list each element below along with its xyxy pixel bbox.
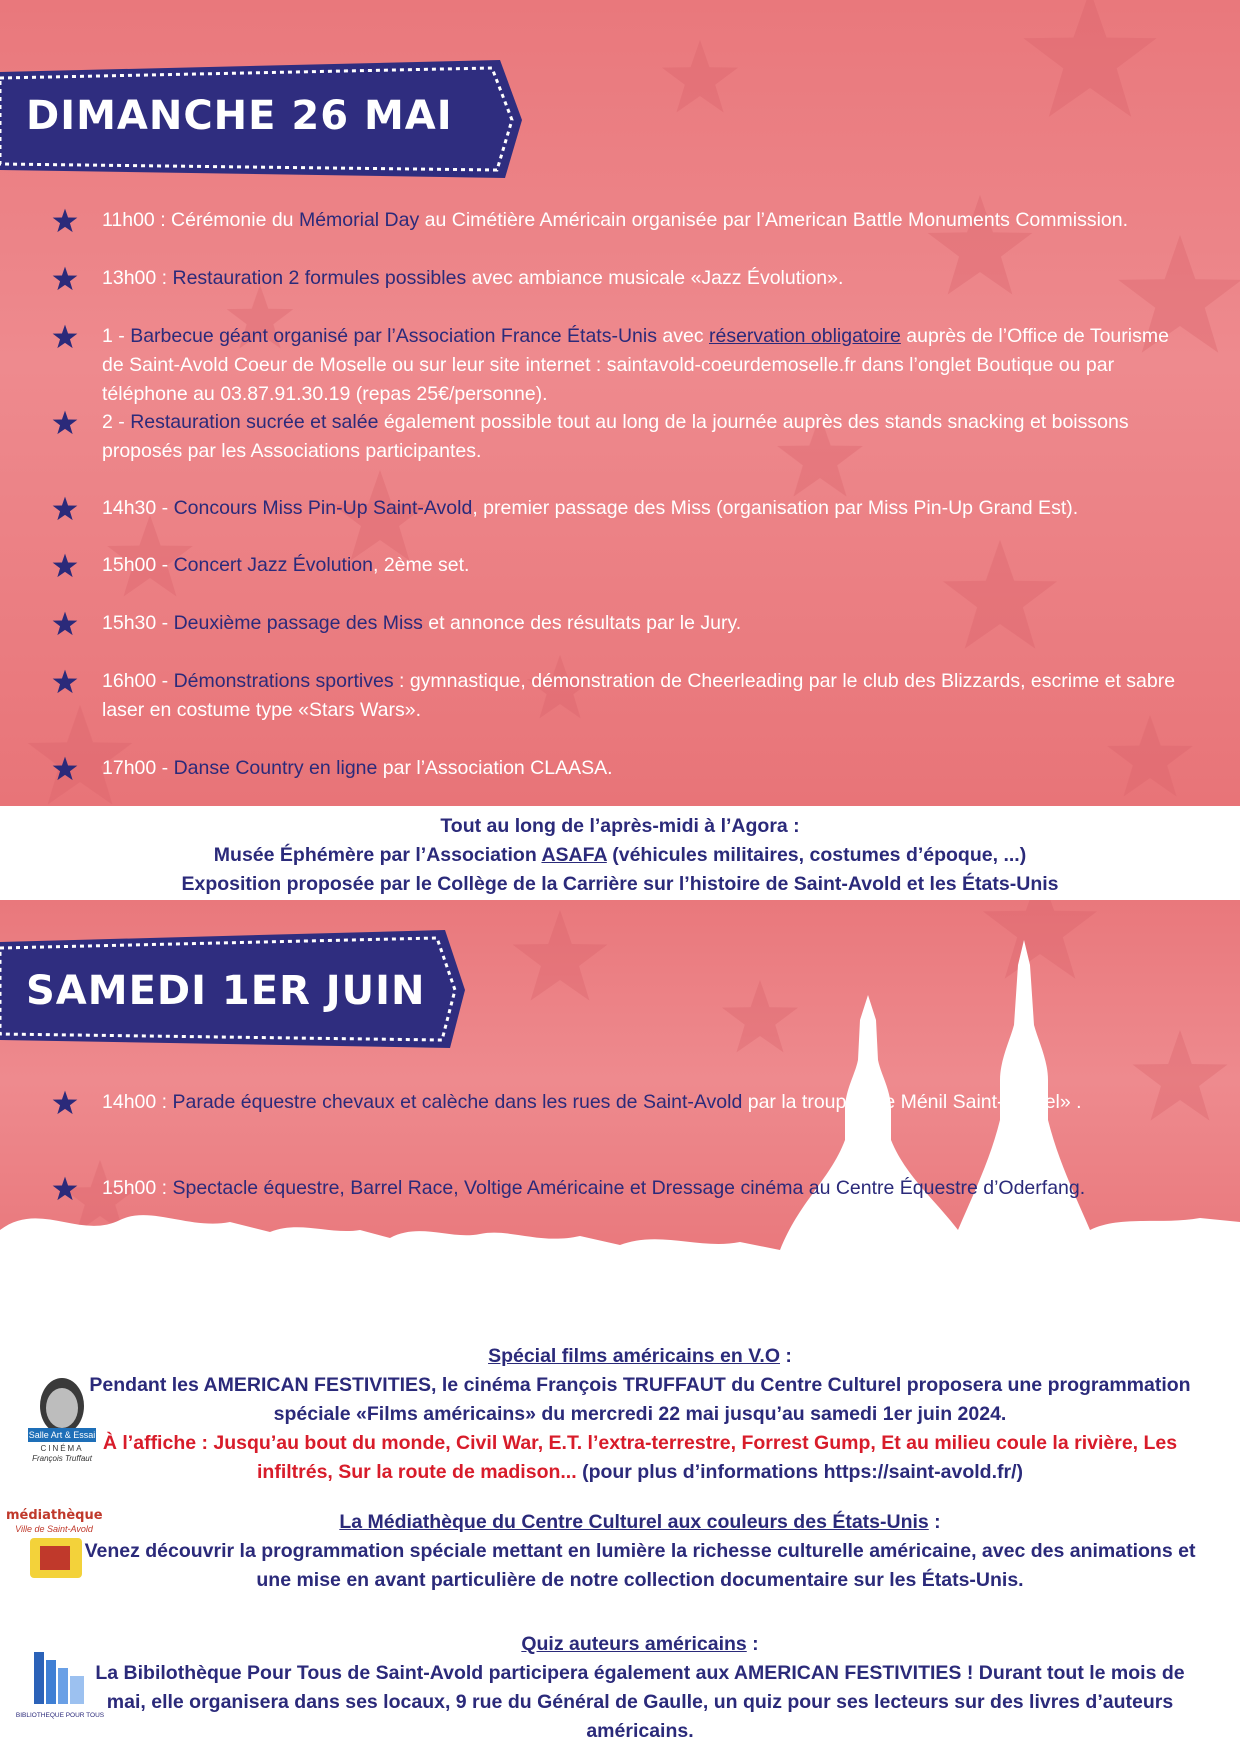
cinema-affiche-row — [80, 1429, 1200, 1487]
star-bullet-icon — [52, 669, 78, 695]
item-text: par la troupe «Le Ménil Saint-Michel» . — [742, 1091, 1082, 1113]
day2-item — [52, 1174, 1182, 1203]
day1-item — [52, 667, 1182, 725]
mediatheque-logo-icon — [30, 1538, 82, 1578]
quiz-heading-colon: : — [746, 1633, 759, 1655]
item-highlight: Concours Miss Pin-Up Saint-Avold — [173, 497, 473, 519]
program-item-text — [102, 754, 1182, 783]
cinema-info-link[interactable]: (pour plus d’informations https://saint-avold.fr/) — [576, 1461, 1023, 1483]
quiz-body: La Bibilothèque Pour Tous de Saint-Avold participera également aux AMERICAN FESTIVITIES ! Durant tout le mois de mai, elle organisera dans ses locaux, 9 rue du Général de Gaulle, un quiz pour ses lecteurs sur des livres d’auteurs américains. — [95, 1662, 1185, 1742]
day1-item — [52, 551, 1182, 580]
item-time: 15h00 - — [102, 554, 174, 576]
quiz-heading-row — [80, 1630, 1200, 1659]
item-time: 15h00 : — [102, 1177, 168, 1199]
program-item-text — [102, 264, 1182, 293]
star-bullet-icon — [52, 1176, 78, 1202]
day2-banner — [0, 930, 480, 1020]
day1-banner — [0, 60, 540, 150]
item-highlight: Deuxième passage des Miss — [173, 612, 423, 634]
day1-item — [52, 754, 1182, 783]
cinema-logo-sub: CINÉMA — [40, 1444, 84, 1453]
item-time: 13h00 : — [102, 267, 168, 289]
item-text: par l’Association CLAASA. — [377, 757, 613, 779]
item-time: 14h30 - — [102, 497, 174, 519]
agora-line1: Tout au long de l’après-midi à l’Agora : — [440, 815, 800, 837]
star-bullet-icon — [52, 324, 78, 350]
program-item-text — [102, 1088, 1182, 1117]
agora-line2 — [0, 841, 1240, 870]
star-bullet-icon — [52, 553, 78, 579]
item-text: également possible tout au long de la journée auprès des stands snacking et boissons proposés par les Associations participantes. — [102, 411, 1129, 462]
cinema-affiche: À l’affiche : Jusqu’au bout du monde, Civil War, E.T. l’extra-terrestre, Forrest Gump, Et au milieu coule la rivière, Les infiltrés, Sur la route de madison... — [102, 1432, 1178, 1483]
item-text: avec — [656, 325, 709, 347]
mediatheque-logo-sub: Ville de Saint-Avold — [15, 1524, 93, 1534]
quiz-section — [80, 1630, 1200, 1746]
item-highlight: Concert Jazz Évolution — [173, 554, 373, 576]
agora-info — [0, 812, 1240, 899]
item-highlight: Restauration sucrée et salée — [130, 411, 379, 433]
star-bullet-icon — [52, 410, 78, 436]
item-time: 16h00 - — [102, 670, 174, 692]
day1-item — [52, 408, 1182, 466]
program-item-text — [102, 1174, 1182, 1203]
library-logo-label: BIBLIOTHEQUE POUR TOUS — [15, 1712, 105, 1719]
program-item-text — [102, 609, 1182, 638]
star-bullet-icon — [52, 266, 78, 292]
item-text: : gymnastique, démonstration de Cheerleading par le club des Blizzards, escrime et sabre laser en costume type «Stars Wars». — [102, 670, 1176, 721]
item-text: avec ambiance musicale «Jazz Évolution». — [466, 267, 844, 289]
day1-item — [52, 264, 1182, 293]
mediatheque-heading-colon: : — [928, 1511, 941, 1533]
item-time: 14h00 : — [102, 1091, 168, 1113]
cinema-logo-sign: François Truffaut — [32, 1454, 92, 1463]
item-text: , 2ème set. — [373, 554, 470, 576]
agora-line2-text: Musée Éphémère par l’Association — [213, 844, 542, 866]
item-text: au Cimétière Américain organisée par l’American Battle Monuments Commission. — [419, 209, 1129, 231]
item-time: 2 - — [102, 411, 131, 433]
item-text: Cérémonie du — [165, 209, 299, 231]
item-highlight: Mémorial Day — [298, 209, 420, 231]
cinema-heading-row — [80, 1342, 1200, 1371]
agora-line2-text-end: (véhicules militaires, costumes d’époque, ...) — [606, 844, 1027, 866]
program-item-text — [102, 322, 1182, 409]
mediatheque-body: Venez découvrir la programmation spéciale mettant en lumière la richesse culturelle américaine, avec des animations et une mise en avant particulière de notre collection documentaire sur les États-Unis. — [84, 1540, 1196, 1591]
program-item-text — [102, 494, 1182, 523]
star-bullet-icon — [52, 208, 78, 234]
item-text: et annonce des résultats par le Jury. — [422, 612, 742, 634]
asafa-link[interactable]: ASAFA — [541, 844, 607, 866]
item-highlight: Parade équestre chevaux et calèche dans les rues de Saint-Avold — [167, 1091, 743, 1113]
cinema-heading-colon: : — [780, 1345, 792, 1367]
star-bullet-icon — [52, 611, 78, 637]
cinema-body: Pendant les AMERICAN FESTIVITIES, le cinéma François TRUFFAUT du Centre Culturel proposera une programmation spéciale «Films américains» du mercredi 22 mai jusqu’au samedi 1er juin 2024. — [89, 1374, 1191, 1425]
day1-item — [52, 206, 1182, 235]
program-item-text — [102, 408, 1182, 466]
day1-item — [52, 322, 1182, 409]
program-item-text — [102, 551, 1182, 580]
item-highlight: Spectacle équestre, Barrel Race, Voltige Américaine et Dressage cinéma au Centre Équestre d’Oderfang. — [167, 1177, 1086, 1199]
day1-title: DIMANCHE 26 MAI — [26, 93, 453, 139]
mediatheque-heading-row — [80, 1508, 1200, 1537]
cinema-section — [80, 1342, 1200, 1487]
day2-item — [52, 1088, 1182, 1117]
item-time: 17h00 - — [102, 757, 174, 779]
item-text: , premier passage des Miss (organisation par Miss Pin-Up Grand Est). — [472, 497, 1079, 519]
star-bullet-icon — [52, 496, 78, 522]
item-highlight: Démonstrations sportives — [173, 670, 394, 692]
item-highlight: Restauration 2 formules possibles — [167, 267, 467, 289]
item-text: auprès de l’Office de Tourisme de Saint-Avold Coeur de Moselle ou sur leur site internet : saintavold-coeurdemoselle.fr dans l’onglet Boutique ou par téléphone au 03.87.91.30.19 (repas 25€/personne). — [102, 325, 1169, 405]
item-time: 1 - — [102, 325, 131, 347]
item-time: 15h30 - — [102, 612, 174, 634]
day2-title: SAMEDI 1ER JUIN — [26, 968, 426, 1014]
reservation-link[interactable]: réservation obligatoire — [709, 325, 901, 347]
item-time: 11h00 : — [102, 209, 166, 231]
mediatheque-heading: La Médiathèque du Centre Culturel aux couleurs des États-Unis — [339, 1511, 929, 1533]
mediatheque-logo-label: médiathèque — [6, 1508, 103, 1523]
day1-item — [52, 609, 1182, 638]
program-item-text — [102, 667, 1182, 725]
item-highlight: Danse Country en ligne — [173, 757, 378, 779]
cinema-logo-label: Salle Art & Essai — [28, 1430, 96, 1440]
day1-item — [52, 494, 1182, 523]
star-bullet-icon — [52, 756, 78, 782]
mediatheque-section — [80, 1508, 1200, 1595]
program-item-text — [102, 206, 1182, 235]
cinema-heading: Spécial films américains en V.O — [488, 1345, 780, 1367]
agora-line3: Exposition proposée par le Collège de la Carrière sur l’histoire de Saint-Avold et les États-Unis — [181, 873, 1059, 895]
item-highlight: Barbecue géant organisé par l’Association France États-Unis — [130, 325, 657, 347]
quiz-heading: Quiz auteurs américains — [521, 1633, 747, 1655]
star-bullet-icon — [52, 1090, 78, 1116]
